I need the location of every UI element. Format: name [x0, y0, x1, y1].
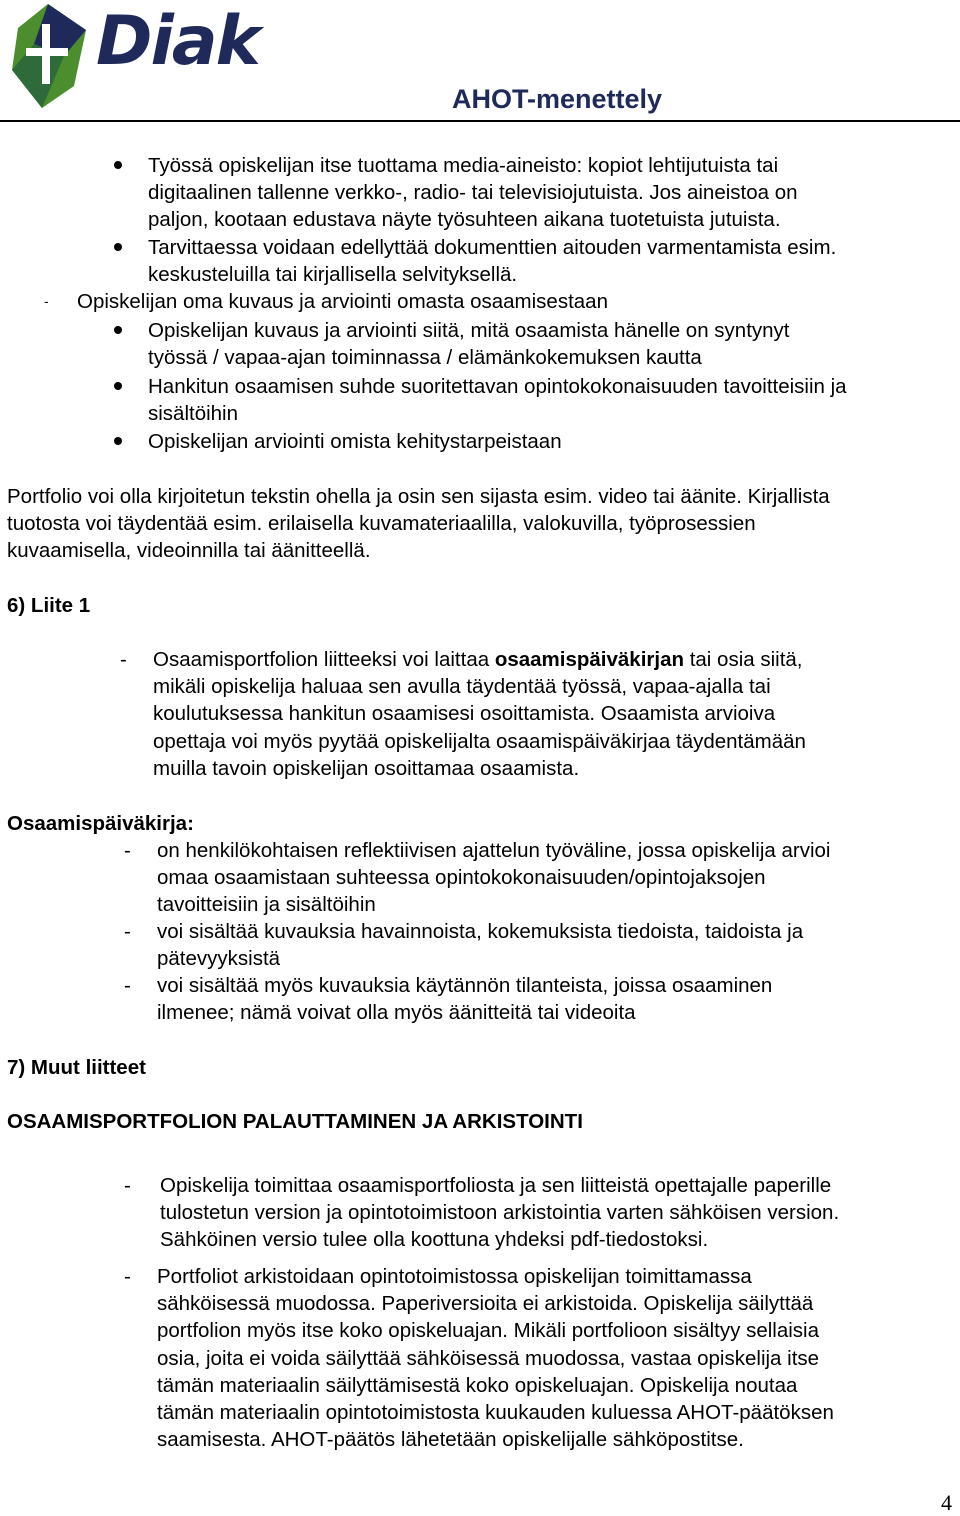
list-item-line: Työssä opiskelijan itse tuottama media-aineisto: kopiot lehtijutuista tai	[148, 154, 779, 177]
list-item-line: tavoitteisiin ja sisältöihin	[157, 893, 376, 916]
dash-icon: -	[124, 1265, 131, 1288]
list-item-line: digitaalinen tallenne verkko-, radio- tai televisiojutuista. Jos aineistoa on	[148, 181, 798, 204]
section-heading: 7) Muut liitteet	[7, 1056, 146, 1079]
list-item-line: sisältöihin	[148, 402, 239, 425]
list-item-line: keskusteluilla tai kirjallisella selvityksellä.	[148, 263, 518, 286]
list-item-line: omaa osaamistaan suhteessa opintokokonaisuuden/opintojaksojen	[157, 866, 766, 889]
paragraph-line: tuotosta voi täydentää esim. erilaisella kuvamateriaalilla, valokuvilla, työprosessien	[7, 512, 756, 535]
header-divider	[0, 120, 960, 122]
section-heading: Osaamispäiväkirja:	[7, 812, 194, 835]
list-item-line: koulutuksessa hankitun osaamisesi osoittamista. Osaamista arvioiva	[153, 702, 776, 725]
list-item-line: paljon, kootaan edustava näyte työsuhteen aikana tuotetuista jutuista.	[148, 208, 781, 231]
dash-icon: -	[124, 839, 131, 862]
dash-icon: -	[120, 648, 127, 671]
bold-term: osaamispäiväkirjan	[494, 648, 684, 671]
paragraph-line: kuvaamisella, videoinnilla tai äänitteellä.	[7, 539, 371, 562]
list-item-line: Opiskelijan arviointi omista kehitystarpeistaan	[148, 430, 562, 453]
list-item-line: on henkilökohtaisen reflektiivisen ajattelun työväline, jossa opiskelija arvioi	[157, 839, 831, 862]
list-item-line: Hankitun osaamisen suhde suoritettavan opintokokonaisuuden tavoitteisiin ja	[148, 375, 847, 398]
bullet-icon	[114, 437, 122, 445]
list-item-line: Tarvittaessa voidaan edellyttää dokumenttien aitouden varmentamista esim.	[148, 236, 837, 259]
list-item-line: tämän materiaalin säilyttämisestä koko opiskeluajan. Opiskelija noutaa	[157, 1374, 798, 1397]
dash-icon: -	[124, 920, 131, 943]
list-item-line: Sähköinen versio tulee olla koottuna yhdeksi pdf-tiedostoksi.	[160, 1228, 709, 1251]
list-item-line: voi sisältää kuvauksia havainnoista, kokemuksista tiedoista, taidoista ja	[157, 920, 804, 943]
list-item-line: työssä / vapaa-ajan toiminnassa / elämänkokemuksen kautta	[148, 346, 702, 369]
list-item-line: Opiskelijan oma kuvaus ja arviointi omasta osaamisestaan	[77, 290, 608, 313]
list-item-line: tämän materiaalin opintotoimistosta kuukauden kuluessa AHOT-päätöksen	[157, 1401, 834, 1424]
logo-mark-icon	[4, 0, 96, 112]
paragraph-line: Portfolio voi olla kirjoitetun tekstin ohella ja osin sen sijasta esim. video tai äänite. Kirjallista	[7, 485, 830, 508]
list-item-line: Portfoliot arkistoidaan opintotoimistossa opiskelijan toimittamassa	[157, 1265, 752, 1288]
page-number: 4	[941, 1490, 952, 1515]
bullet-icon	[114, 382, 122, 390]
text-span: Osaamisportfolion liitteeksi voi laittaa	[153, 648, 495, 671]
list-item-line: tulostetun version ja opintotoimistoon arkistointia varten sähköisen version.	[160, 1201, 840, 1224]
list-item-line: voi sisältää myös kuvauksia käytännön tilanteista, joissa osaaminen	[157, 974, 773, 997]
list-item-line: pätevyyksistä	[157, 947, 281, 970]
list-item-line: opettaja voi myös pyytää opiskelijalta osaamispäiväkirjaa täydentämään	[153, 730, 806, 753]
list-item-line: ilmenee; nämä voivat olla myös äänitteitä tai videoita	[157, 1001, 636, 1024]
list-item-line: Opiskelijan kuvaus ja arviointi siitä, mitä osaamista hänelle on syntynyt	[148, 319, 790, 342]
dash-icon: -	[124, 974, 131, 997]
list-item-line: osia, joita ei voida säilyttää sähköisessä muodossa, vastaa opiskelija itse	[157, 1347, 820, 1370]
list-item-line: muilla tavoin opiskelijan osoittamaa osaamista.	[153, 757, 580, 780]
list-item-line: mikäli opiskelija haluaa sen avulla täydentää työssä, vapaa-ajalla tai	[153, 675, 771, 698]
list-item-line: sähköisessä muodossa. Paperiversioita ei arkistoida. Opiskelija säilyttää	[157, 1292, 814, 1315]
dash-icon: -	[124, 1174, 131, 1197]
section-heading: OSAAMISPORTFOLION PALAUTTAMINEN JA ARKISTOINTI	[7, 1110, 583, 1133]
text-span: tai osia siitä,	[684, 648, 803, 671]
page-header-title: AHOT-menettely	[452, 84, 663, 114]
list-item-line	[153, 646, 803, 673]
bullet-icon	[114, 243, 122, 251]
bullet-icon	[114, 161, 122, 169]
logo-wordmark: Diak	[96, 2, 259, 81]
list-item-line: Opiskelija toimittaa osaamisportfoliosta ja sen liitteistä opettajalle paperille	[160, 1174, 832, 1197]
bullet-icon	[114, 326, 122, 334]
section-heading: 6) Liite 1	[7, 594, 91, 617]
diak-logo	[4, 0, 259, 112]
list-item-line: saamisesta. AHOT-päätös lähetetään opiskelijalle sähköpostitse.	[157, 1428, 744, 1451]
dash-icon: -	[44, 293, 49, 309]
list-item-line: portfolion myös itse koko opiskeluajan. Mikäli portfolioon sisältyy sellaisia	[157, 1319, 819, 1342]
